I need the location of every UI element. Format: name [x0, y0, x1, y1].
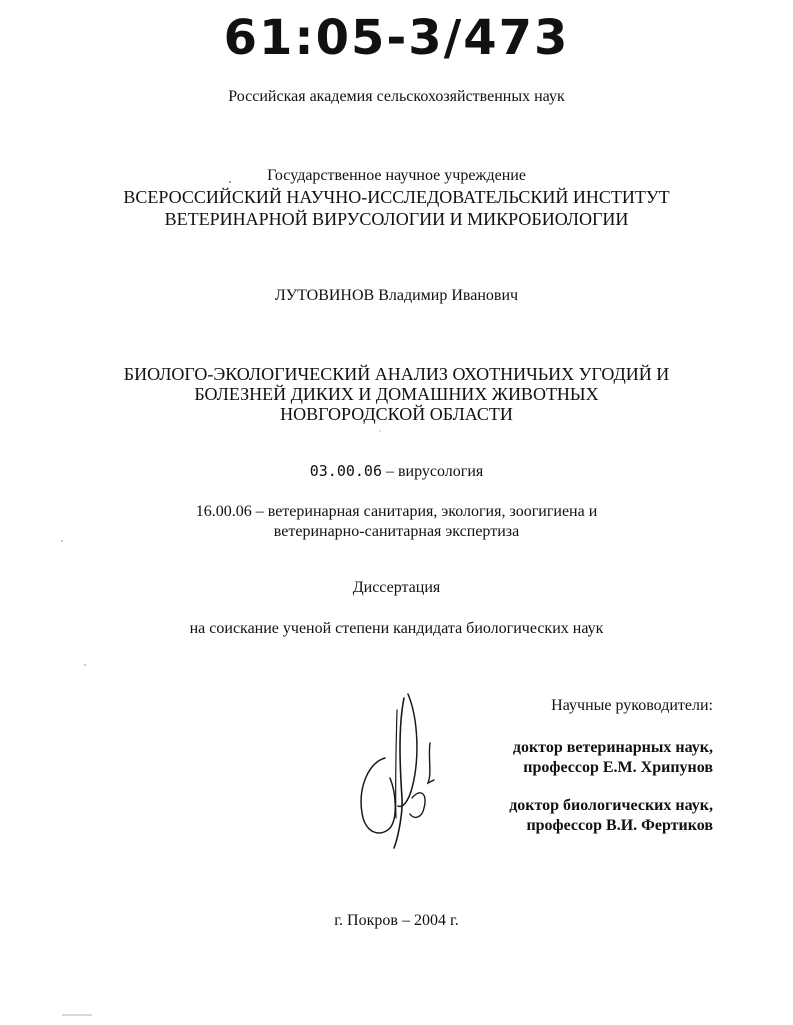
- institution-name-line: ВСЕРОССИЙСКИЙ НАУЧНО-ИССЛЕДОВАТЕЛЬСКИЙ ИНСТИТУТ: [123, 187, 670, 207]
- advisor-degree: доктор биологических наук,: [509, 797, 713, 814]
- advisors-heading: Научные руководители:: [551, 697, 713, 714]
- degree-sought: на соискание ученой степени кандидата биологических наук: [189, 620, 604, 637]
- advisor-degree: доктор ветеринарных наук,: [512, 739, 713, 756]
- document-type: Диссертация: [352, 579, 441, 596]
- specialty-line: 16.00.06 – ветеринарная санитария, экология, зоогигиена и: [195, 503, 598, 520]
- specialty-line: ветеринарно-санитарная экспертиза: [273, 523, 520, 540]
- specialty-name: – вирусология: [385, 463, 484, 480]
- institution-name-line: ВЕТЕРИНАРНОЙ ВИРУСОЛОГИИ И МИКРОБИОЛОГИИ: [164, 209, 629, 229]
- institution-type: Государственное научное учреждение: [267, 167, 526, 184]
- title-line: БОЛЕЗНЕЙ ДИКИХ И ДОМАШНИХ ЖИВОТНЫХ: [194, 384, 599, 404]
- place-and-year: г. Покров – 2004 г.: [334, 912, 459, 929]
- archive-code-stamp: 61:05-3/473: [223, 10, 570, 66]
- advisor-name: профессор В.И. Фертиков: [526, 817, 713, 834]
- academy-name: Российская академия сельскохозяйственных наук: [228, 88, 565, 105]
- title-line: БИОЛОГО-ЭКОЛОГИЧЕСКИЙ АНАЛИЗ ОХОТНИЧЬИХ УГОДИЙ И: [123, 364, 670, 384]
- specialty-code: 03.00.06: [309, 462, 382, 480]
- author-name: ЛУТОВИНОВ Владимир Иванович: [274, 287, 519, 304]
- title-line: НОВГОРОДСКОЙ ОБЛАСТИ: [280, 404, 513, 424]
- advisor-name: профессор Е.М. Хрипунов: [523, 759, 713, 776]
